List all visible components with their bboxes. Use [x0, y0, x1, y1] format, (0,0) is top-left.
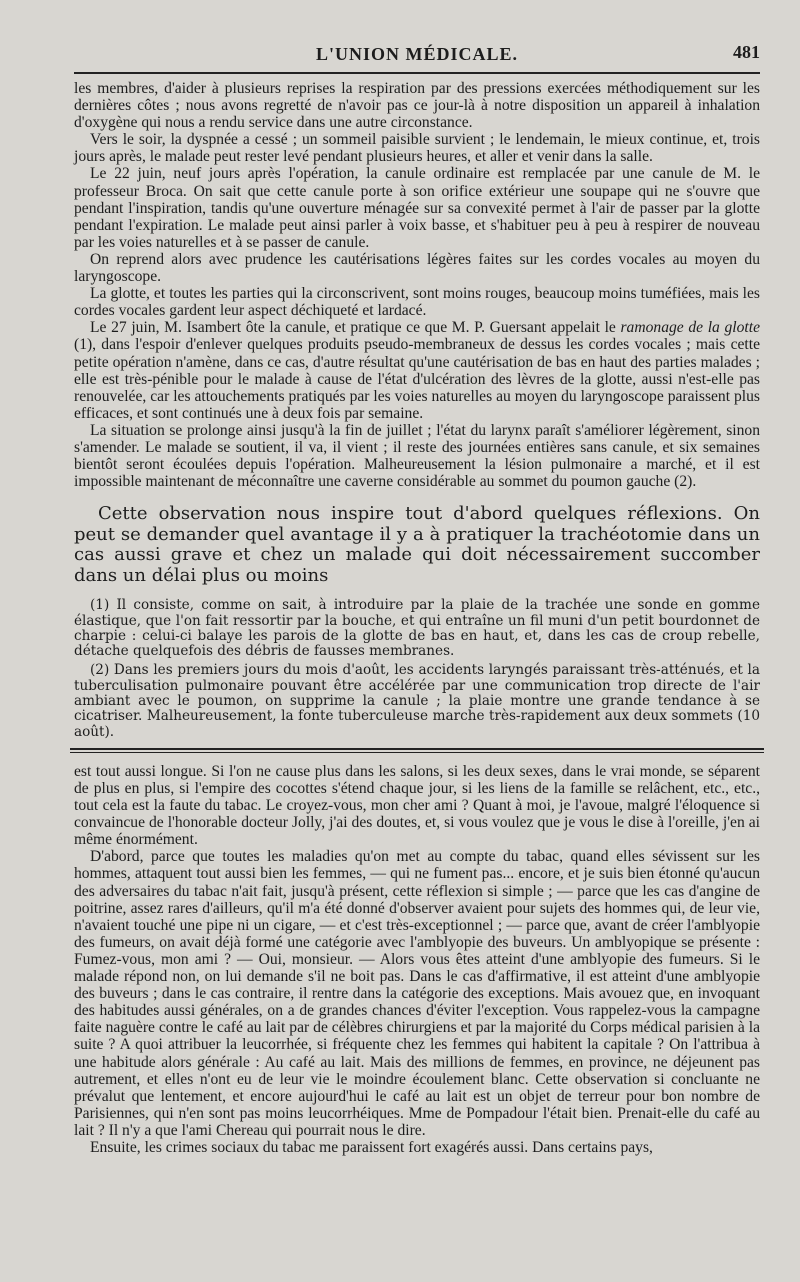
case-paragraph: Vers le soir, la dyspnée a cessé ; un sommeil paisible survient ; le lendemain, le mieux continue, et, trois jours après, le malade peut rester levé pendant plusieurs heures, et aller et venir dans la salle.	[74, 131, 760, 166]
header-rule	[74, 72, 760, 74]
running-title: L'UNION MÉDICALE.	[315, 44, 519, 64]
case-paragraph	[74, 319, 760, 422]
case-paragraph: La situation se prolonge ainsi jusqu'à la fin de juillet ; l'état du larynx paraît s'améliorer légèrement, sinon s'amender. Le malade se soutient, il va, il vient ; il reste des journées entières sans canule, et six semaines bientôt seront écoulées depuis l'opération. Malheureusement la lésion pulmonaire a marché, et il est impossible maintenant de méconnaître une caverne considérable au sommet du poumon gauche (2).	[74, 421, 760, 491]
case-paragraph: La glotte, et toutes les parties qui la circonscrivent, sont moins rouges, beaucoup moins tuméfiées, mais les cordes vocales gardent leur aspect déchiqueté et lardacé.	[74, 285, 760, 320]
observation-section	[74, 504, 760, 586]
footnote: (2) Dans les premiers jours du mois d'août, les accidents laryngés paraissant très-atténués, et la tuberculisation pulmonaire pouvant être accélérée par une communication trop directe de l'air ambiant avec le poumon, on supprime la canule ; la plaie montre une grande tendance à se cicatriser. Malheureusement, la fonte tuberculeuse marche très-rapidement aux deux sommets (10 août).	[74, 662, 760, 740]
case-paragraph: Le 22 juin, neuf jours après l'opération, la canule ordinaire est remplacée par une canule de M. le professeur Broca. On sait que cette canule porte à son orifice extérieur une soupape qui ne s'ouvre que pendant l'inspiration, tandis qu'une ouverture ménagée sur sa convexité permet à l'air de passer par la glotte pendant l'expiration. Le malade peut ainsi parler à voix basse, et s'habituer peu à peu à respirer de nouveau par les voies naturelles et à se passer de canule.	[74, 165, 760, 251]
feuilleton-divider	[70, 748, 764, 753]
case-paragraph: On reprend alors avec prudence les cautérisations légères faites sur les cordes vocales au moyen du laryngoscope.	[74, 250, 760, 286]
page-header	[74, 0, 760, 62]
feuilleton-paragraph: est tout aussi longue. Si l'on ne cause plus dans les salons, si les deux sexes, dans le vrai monde, se séparent de plus en plus, si l'empire des cocottes s'étend chaque jour, si les liens de la famille se relâchent, etc., etc., tout cela est la faute du tabac. Le croyez-vous, mon cher ami ? Quant à moi, je l'avoue, malgré l'éloquence si convaincue de l'honorable docteur Jolly, j'ai des doutes, et, si vous voulez que je vous le dise à l'oreille, j'en ai même énormément.	[74, 762, 760, 849]
case-report	[74, 80, 760, 490]
page-number: 481	[733, 42, 760, 62]
feuilleton-paragraph: D'abord, parce que toutes les maladies qu'on met au compte du tabac, quand elles sévissent sur les hommes, attaquent tout aussi bien les femmes, — qui ne fument pas... encore, et je suis bien étonné qu'aucun des adversaires du tabac n'ait fait, jusqu'à présent, cette réflexion si simple ; — parce que les cas d'angine de poitrine, assez rares d'ailleurs, qu'il m'a été donné d'observer avaient pour sujets des hommes qui, de leur vie, n'avaient touché une pipe ni un cigare, — et c'est très-exceptionnel ; — parce que, avant de créer l'amblyopie des fumeurs, on avait déjà formé une catégorie avec l'amblyopie des buveurs. Un amblyopique se présente : Fumez-vous, mon ami ? — Oui, monsieur. — Alors vous êtes atteint d'une amblyopie des fumeurs. Si le malade répond non, on lui demande s'il ne boit pas. Dans le cas d'affirmative, il est atteint d'une amblyopie des buveurs ; dans le cas contraire, il rentre dans la catégorie des exceptions. Mais avouez que, en invoquant des habitudes aussi générales, on a de grandes chances d'éviter l'exception. Vous rappelez-vous la campagne faite naguère contre le café au lait par de célèbres chirurgiens et par la majorité du Corps médical parisien à la suite ? A quoi attribuer la leucorrhée, si fréquente chez les femmes qui habitent la capitale ? On l'attribua à une habitude alors générale : Au café au lait. Mais des millions de femmes, en province, ne déjeunent pas autrement, et elles n'ont eu de leur vie le moindre écoulement blanc. Cette observation si concluante ne prévalut que lentement, et encore aujourd'hui le café au lait est un objet de terreur pour bon nombre de Parisiennes, qui n'en sont pas moins leucorrhéiques. Mme de Pompadour l'était bien. Prenait-elle du café au lait ? Il n'y a que l'ami Chereau qui pourrait nous le dire.	[74, 848, 760, 1139]
footnotes	[74, 598, 760, 740]
case-paragraph: les membres, d'aider à plusieurs reprises la respiration par des pressions exercées méthodiquement sur les dernières côtes ; nous avons regretté de n'avoir pas ce jour-là à notre disposition un appareil à inhalation d'oxygène qui nous a rendu service dans une autre circonstance.	[74, 80, 760, 132]
italic-term: ramonage de la glotte	[620, 319, 760, 337]
observation-paragraph: Cette observation nous inspire tout d'abord quelques réflexions. On peut se demander quel avantage il y a à pratiquer la trachéotomie dans un cas aussi grave et chez un malade qui doit nécessairement succomber dans un délai plus ou moins	[74, 503, 760, 586]
feuilleton	[74, 763, 760, 1156]
footnote: (1) Il consiste, comme on sait, à introduire par la plaie de la trachée une sonde en gomme élastique, que l'on fait ressortir par la bouche, et qui entraîne un fil muni d'un petit bourdonnet de charpie : celui-ci balaye les parois de la glotte de bas en haut, et, dans les cas de croup rebelle, détache quelquefois des débris de fausses membranes.	[74, 597, 760, 660]
case-text: (1), dans l'espoir d'enlever quelques produits pseudo-membraneux de dessus les cordes vocales ; mais cette petite opération n'amène, dans ce cas, d'autre résultat qu'une cautérisation de bas en haut des parties malades ; elle est très-pénible pour le malade à cause de l'état d'ulcération des lèvres de la glotte, aussi n'est-elle pas renouvelée, car les attouchements pratiqués par les voies naturelles au moyen du laryngoscope paraissent plus efficaces, et sont continués une à deux fois par semaine.	[74, 336, 760, 422]
case-text: Le 27 juin, M. Isambert ôte la canule, et pratique ce que M. P. Guersant appelait le	[90, 319, 621, 337]
feuilleton-paragraph: Ensuite, les crimes sociaux du tabac me paraissent fort exagérés aussi. Dans certains pays,	[90, 1138, 653, 1156]
